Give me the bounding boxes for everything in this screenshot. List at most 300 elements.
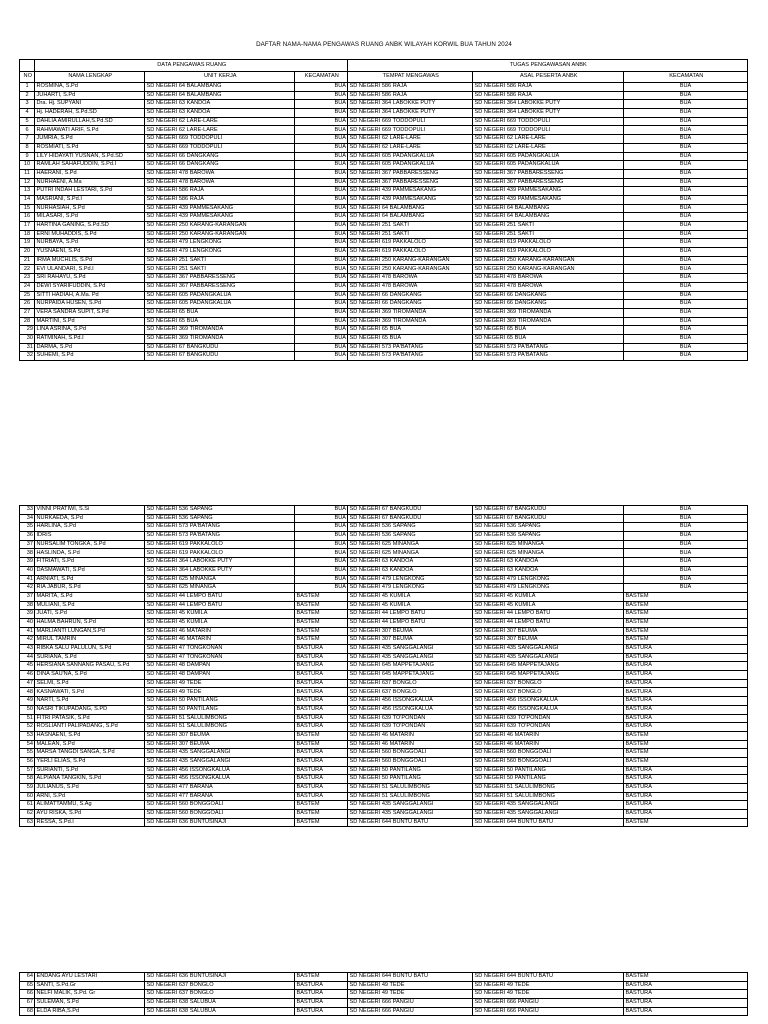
column-header-nama: NAMA LENGKAP xyxy=(35,72,145,83)
cell-asal-peserta: SD NEGERI 369 TIROMANDA xyxy=(473,308,624,317)
cell-unit-kerja: SD NEGERI 619 PAKKALOLO xyxy=(145,540,295,549)
table-row xyxy=(20,334,748,343)
cell-kecamatan: BASTURA xyxy=(295,766,348,775)
cell-kecamatan-tugas: BUA xyxy=(624,334,748,343)
table-row xyxy=(20,757,748,766)
table-row xyxy=(20,705,748,714)
table-row xyxy=(20,810,748,819)
cell-kecamatan: BASTURA xyxy=(295,990,348,999)
cell-asal-peserta: SD NEGERI 45 KUMILA xyxy=(473,601,624,610)
cell-no: 11 xyxy=(20,169,35,178)
cell-unit-kerja: SD NEGERI 49 TEDE xyxy=(145,688,295,697)
table-row xyxy=(20,195,748,204)
cell-asal-peserta: SD NEGERI 605 PADANGKALUA xyxy=(473,152,624,161)
cell-nama: MARITA, S.Pd xyxy=(35,592,145,601)
cell-asal-peserta: SD NEGERI 66 DANGKANG xyxy=(473,291,624,300)
cell-kecamatan-tugas: BASTURA xyxy=(624,688,748,697)
cell-nama: DEWI SYARIFUDDIN, S.Pd xyxy=(35,282,145,291)
cell-asal-peserta: SD NEGERI 439 PAMMESAKANG xyxy=(473,187,624,196)
cell-kecamatan-tugas: BUA xyxy=(624,117,748,126)
cell-asal-peserta: SD NEGERI 435 SANGGALANGI xyxy=(473,645,624,654)
cell-kecamatan-tugas: BUA xyxy=(624,291,748,300)
cell-unit-kerja: SD NEGERI 638 SALUBUA xyxy=(145,1007,295,1016)
cell-no: 24 xyxy=(20,282,35,291)
cell-kecamatan: BUA xyxy=(295,256,348,265)
cell-no: 53 xyxy=(20,731,35,740)
cell-asal-peserta: SD NEGERI 586 RAJA xyxy=(473,91,624,100)
cell-tempat-mengawas: SD NEGERI 586 RAJA xyxy=(348,83,473,92)
cell-kecamatan-tugas: BASTURA xyxy=(624,784,748,793)
table-row xyxy=(20,1007,748,1016)
cell-kecamatan-tugas: BUA xyxy=(624,135,748,144)
cell-unit-kerja: SD NEGERI 66 DANGKANG xyxy=(145,161,295,170)
column-header-kecamatan-tugas: KECAMATAN xyxy=(624,72,748,83)
cell-nama: NARTI, S.Pd xyxy=(35,697,145,706)
cell-nama: JUHARTI, S.Pd xyxy=(35,91,145,100)
table-row xyxy=(20,627,748,636)
cell-asal-peserta: SD NEGERI 63 KANDOA xyxy=(473,558,624,567)
cell-unit-kerja: SD NEGERI 669 TODDOPULI xyxy=(145,135,295,144)
cell-unit-kerja: SD NEGERI 66 DANGKANG xyxy=(145,152,295,161)
table-row xyxy=(20,308,748,317)
table-row xyxy=(20,731,748,740)
table-row xyxy=(20,645,748,654)
cell-asal-peserta: SD NEGERI 49 TEDE xyxy=(473,981,624,990)
cell-no: 65 xyxy=(20,981,35,990)
cell-unit-kerja: SD NEGERI 44 LEMPO BATU xyxy=(145,601,295,610)
cell-asal-peserta: SD NEGERI 639 TO'PONDAN xyxy=(473,714,624,723)
cell-no: 33 xyxy=(20,506,35,515)
cell-nama: VINNI PRATIWI, S.Si xyxy=(35,506,145,515)
cell-unit-kerja: SD NEGERI 307 BEUMA xyxy=(145,740,295,749)
cell-asal-peserta: SD NEGERI 367 PABBARESSENG xyxy=(473,169,624,178)
cell-nama: HALMA BAHRUN, S.Pd xyxy=(35,618,145,627)
cell-unit-kerja: SD NEGERI 435 SANGGALANGI xyxy=(145,749,295,758)
cell-tempat-mengawas: SD NEGERI 560 BONGGOALI xyxy=(348,757,473,766)
cell-tempat-mengawas: SD NEGERI 307 BEUMA xyxy=(348,636,473,645)
cell-kecamatan: BASTEM xyxy=(295,618,348,627)
cell-asal-peserta: SD NEGERI 367 PABBARESSENG xyxy=(473,178,624,187)
cell-tempat-mengawas: SD NEGERI 44 LEMPO BATU xyxy=(348,610,473,619)
pengawas-table-section-1 xyxy=(19,59,748,361)
cell-no: 3 xyxy=(20,100,35,109)
cell-asal-peserta: SD NEGERI 560 BONGGOALI xyxy=(473,757,624,766)
table-row xyxy=(20,143,748,152)
cell-unit-kerja: SD NEGERI 605 PADANGKALUA xyxy=(145,300,295,309)
cell-tempat-mengawas: SD NEGERI 251 SAKTI xyxy=(348,222,473,231)
table-row xyxy=(20,282,748,291)
cell-kecamatan-tugas: BASTURA xyxy=(624,705,748,714)
cell-kecamatan: BASTURA xyxy=(295,653,348,662)
cell-no: 41 xyxy=(20,575,35,584)
cell-kecamatan-tugas: BASTEM xyxy=(624,749,748,758)
cell-kecamatan-tugas: BASTEM xyxy=(624,636,748,645)
cell-tempat-mengawas: SD NEGERI 435 SANGGALANGI xyxy=(348,653,473,662)
cell-unit-kerja: SD NEGERI 44 LEMPO BATU xyxy=(145,592,295,601)
table-row xyxy=(20,239,748,248)
cell-nama: MIRUL TAMRIN xyxy=(35,636,145,645)
cell-unit-kerja: SD NEGERI 64 BALAMBANG xyxy=(145,91,295,100)
cell-no: 40 xyxy=(20,566,35,575)
cell-tempat-mengawas: SD NEGERI 637 BONGLO xyxy=(348,688,473,697)
pengawas-table-section-3 xyxy=(19,972,748,1016)
cell-tempat-mengawas: SD NEGERI 645 MAPPETAJANG xyxy=(348,671,473,680)
table-row xyxy=(20,326,748,335)
cell-asal-peserta: SD NEGERI 619 PAKKALOLO xyxy=(473,248,624,257)
cell-no: 61 xyxy=(20,801,35,810)
cell-no: 37 xyxy=(20,540,35,549)
cell-kecamatan-tugas: BUA xyxy=(624,152,748,161)
cell-kecamatan: BASTEM xyxy=(295,731,348,740)
cell-unit-kerja: SD NEGERI 62 LARE-LARE xyxy=(145,126,295,135)
cell-kecamatan: BASTURA xyxy=(295,757,348,766)
cell-unit-kerja: SD NEGERI 636 BUNTUSINAJI xyxy=(145,973,295,982)
cell-asal-peserta: SD NEGERI 307 BEUMA xyxy=(473,636,624,645)
cell-no: 9 xyxy=(20,152,35,161)
cell-asal-peserta: SD NEGERI 478 BAROWA xyxy=(473,274,624,283)
cell-no: 59 xyxy=(20,784,35,793)
cell-no: 18 xyxy=(20,230,35,239)
cell-unit-kerja: SD NEGERI 637 BONGLO xyxy=(145,990,295,999)
cell-tempat-mengawas: SD NEGERI 478 BAROWA xyxy=(348,282,473,291)
cell-kecamatan-tugas: BASTURA xyxy=(624,697,748,706)
cell-tempat-mengawas: SD NEGERI 586 RAJA xyxy=(348,91,473,100)
cell-kecamatan-tugas: BUA xyxy=(624,326,748,335)
cell-tempat-mengawas: SD NEGERI 369 TIROMANDA xyxy=(348,317,473,326)
table-row xyxy=(20,352,748,361)
cell-nama: SUHEMI, S.Pd xyxy=(35,352,145,361)
cell-no: 28 xyxy=(20,317,35,326)
table-row xyxy=(20,973,748,982)
cell-asal-peserta: SD NEGERI 637 BONGLO xyxy=(473,679,624,688)
cell-asal-peserta: SD NEGERI 67 BANGKUDU xyxy=(473,514,624,523)
table-row xyxy=(20,679,748,688)
cell-kecamatan: BUA xyxy=(295,239,348,248)
cell-kecamatan-tugas: BUA xyxy=(624,126,748,135)
cell-kecamatan-tugas: BUA xyxy=(624,83,748,92)
cell-no: 63 xyxy=(20,818,35,827)
cell-unit-kerja: SD NEGERI 369 TIROMANDA xyxy=(145,326,295,335)
cell-kecamatan: BUA xyxy=(295,178,348,187)
cell-nama: SULEMAN, S.Pd xyxy=(35,999,145,1008)
table-row xyxy=(20,575,748,584)
cell-unit-kerja: SD NEGERI 47 TONGKONAN xyxy=(145,645,295,654)
cell-tempat-mengawas: SD NEGERI 669 TODDOPULI xyxy=(348,126,473,135)
cell-nama: NASRI TIKUPADANG, S.PD xyxy=(35,705,145,714)
cell-kecamatan: BASTEM xyxy=(295,810,348,819)
cell-unit-kerja: SD NEGERI 250 KARANG-KARANGAN xyxy=(145,230,295,239)
cell-kecamatan: BUA xyxy=(295,248,348,257)
cell-unit-kerja: SD NEGERI 67 BANGKUDU xyxy=(145,343,295,352)
cell-tempat-mengawas: SD NEGERI 64 BALAMBANG xyxy=(348,213,473,222)
table-row xyxy=(20,723,748,732)
cell-kecamatan: BUA xyxy=(295,83,348,92)
cell-kecamatan: BUA xyxy=(295,265,348,274)
cell-no: 41 xyxy=(20,627,35,636)
cell-unit-kerja: SD NEGERI 586 RAJA xyxy=(145,195,295,204)
cell-kecamatan: BUA xyxy=(295,152,348,161)
table-row xyxy=(20,592,748,601)
cell-kecamatan-tugas: BASTEM xyxy=(624,610,748,619)
cell-nama: ALIMATTAMMU, S.Ag xyxy=(35,801,145,810)
cell-nama: MASRIANI, S.Pd.I xyxy=(35,195,145,204)
cell-unit-kerja: SD NEGERI 573 PA'BATANG xyxy=(145,532,295,541)
cell-nama: HARTINA GANING, S.Pd.SD xyxy=(35,222,145,231)
cell-no: 5 xyxy=(20,117,35,126)
cell-kecamatan: BASTURA xyxy=(295,723,348,732)
cell-kecamatan-tugas: BUA xyxy=(624,558,748,567)
table-row xyxy=(20,117,748,126)
table-row xyxy=(20,636,748,645)
cell-kecamatan: BUA xyxy=(295,91,348,100)
cell-kecamatan: BUA xyxy=(295,334,348,343)
cell-kecamatan-tugas: BASTURA xyxy=(624,775,748,784)
cell-asal-peserta: SD NEGERI 65 BUA xyxy=(473,326,624,335)
cell-asal-peserta: SD NEGERI 645 MAPPETAJANG xyxy=(473,662,624,671)
cell-asal-peserta: SD NEGERI 62 LARE-LARE xyxy=(473,143,624,152)
cell-nama: SITTI HADIAH, A.Ma. Pd xyxy=(35,291,145,300)
cell-unit-kerja: SD NEGERI 636 BUNTUSINAJI xyxy=(145,818,295,827)
column-header-row xyxy=(20,72,748,83)
cell-no: 43 xyxy=(20,645,35,654)
cell-tempat-mengawas: SD NEGERI 573 PA'BATANG xyxy=(348,352,473,361)
cell-asal-peserta: SD NEGERI 573 PA'BATANG xyxy=(473,343,624,352)
cell-asal-peserta: SD NEGERI 669 TODDOPULI xyxy=(473,117,624,126)
cell-unit-kerja: SD NEGERI 67 BANGKUDU xyxy=(145,352,295,361)
cell-nama: VERA SANDRA SUPIT, S.Pd xyxy=(35,308,145,317)
cell-kecamatan-tugas: BUA xyxy=(624,523,748,532)
cell-nama: SANTI, S.Pd.Gr xyxy=(35,981,145,990)
cell-no: 55 xyxy=(20,749,35,758)
cell-tempat-mengawas: SD NEGERI 62 LARE-LARE xyxy=(348,135,473,144)
cell-no: 10 xyxy=(20,161,35,170)
cell-kecamatan-tugas: BUA xyxy=(624,566,748,575)
cell-tempat-mengawas: SD NEGERI 644 BUNTU BATU xyxy=(348,818,473,827)
table-row xyxy=(20,671,748,680)
cell-no: 35 xyxy=(20,523,35,532)
cell-nama: DINA SAU'NA, S.Pd xyxy=(35,671,145,680)
cell-kecamatan: BUA xyxy=(295,506,348,515)
cell-no: 26 xyxy=(20,300,35,309)
cell-no: 13 xyxy=(20,187,35,196)
cell-unit-kerja: SD NEGERI 625 MINANGA xyxy=(145,584,295,593)
cell-kecamatan: BUA xyxy=(295,282,348,291)
cell-kecamatan-tugas: BUA xyxy=(624,195,748,204)
cell-tempat-mengawas: SD NEGERI 51 SALULIMBONG xyxy=(348,792,473,801)
cell-kecamatan-tugas: BASTURA xyxy=(624,671,748,680)
cell-no: 16 xyxy=(20,213,35,222)
cell-nama: ENDANG AYU LESTARI xyxy=(35,973,145,982)
cell-nama: RIA JABUR, S.Pd xyxy=(35,584,145,593)
cell-nama: DARMA, S.Pd xyxy=(35,343,145,352)
cell-unit-kerja: SD NEGERI 62 LARE-LARE xyxy=(145,117,295,126)
table-row xyxy=(20,83,748,92)
cell-kecamatan-tugas: BUA xyxy=(624,143,748,152)
cell-kecamatan: BUA xyxy=(295,326,348,335)
cell-kecamatan-tugas: BASTURA xyxy=(624,662,748,671)
table-row xyxy=(20,523,748,532)
cell-kecamatan: BUA xyxy=(295,126,348,135)
cell-kecamatan-tugas: BASTEM xyxy=(624,757,748,766)
cell-no: 40 xyxy=(20,618,35,627)
cell-unit-kerja: SD NEGERI 560 BONGGOALI xyxy=(145,810,295,819)
cell-nama: SELMI, S.Pd xyxy=(35,679,145,688)
cell-asal-peserta: SD NEGERI 619 PAKKALOLO xyxy=(473,239,624,248)
cell-no: 42 xyxy=(20,636,35,645)
cell-unit-kerja: SD NEGERI 638 SALUBUA xyxy=(145,999,295,1008)
cell-nama: NURHASIAH, S.Pd xyxy=(35,204,145,213)
cell-nama: JULIANUS, S.Pd xyxy=(35,784,145,793)
cell-no: 51 xyxy=(20,714,35,723)
cell-asal-peserta: SD NEGERI 435 SANGGALANGI xyxy=(473,810,624,819)
cell-kecamatan-tugas: BASTURA xyxy=(624,723,748,732)
cell-asal-peserta: SD NEGERI 644 BUNTU BATU xyxy=(473,973,624,982)
cell-no: 57 xyxy=(20,766,35,775)
cell-tempat-mengawas: SD NEGERI 645 MAPPETAJANG xyxy=(348,662,473,671)
cell-asal-peserta: SD NEGERI 65 BUA xyxy=(473,334,624,343)
cell-asal-peserta: SD NEGERI 605 PADANGKALUA xyxy=(473,161,624,170)
cell-unit-kerja: SD NEGERI 251 SAKTI xyxy=(145,256,295,265)
cell-asal-peserta: SD NEGERI 50 PANTILANG xyxy=(473,775,624,784)
cell-unit-kerja: SD NEGERI 536 SAPANG xyxy=(145,514,295,523)
cell-unit-kerja: SD NEGERI 586 RAJA xyxy=(145,187,295,196)
cell-nama: ROSLIANTI PALIPADANG, S.Pd xyxy=(35,723,145,732)
cell-unit-kerja: SD NEGERI 477 BARANA xyxy=(145,792,295,801)
cell-kecamatan-tugas: BUA xyxy=(624,317,748,326)
cell-asal-peserta: SD NEGERI 44 LEMPO BATU xyxy=(473,618,624,627)
cell-no: 34 xyxy=(20,514,35,523)
cell-kecamatan: BUA xyxy=(295,100,348,109)
cell-no: 29 xyxy=(20,326,35,335)
cell-kecamatan-tugas: BASTEM xyxy=(624,601,748,610)
cell-kecamatan-tugas: BASTURA xyxy=(624,981,748,990)
cell-kecamatan-tugas: BASTEM xyxy=(624,818,748,827)
cell-kecamatan-tugas: BASTURA xyxy=(624,792,748,801)
cell-unit-kerja: SD NEGERI 364 LABOKKE PUTY xyxy=(145,566,295,575)
cell-unit-kerja: SD NEGERI 435 SANGGALANGI xyxy=(145,757,295,766)
group-header-data-pengawas: DATA PENGAWAS RUANG xyxy=(35,60,348,72)
cell-asal-peserta: SD NEGERI 573 PA'BATANG xyxy=(473,352,624,361)
group-header-spacer xyxy=(20,60,35,72)
cell-asal-peserta: SD NEGERI 63 KANDOA xyxy=(473,566,624,575)
table-row xyxy=(20,248,748,257)
cell-kecamatan-tugas: BUA xyxy=(624,178,748,187)
cell-kecamatan-tugas: BASTURA xyxy=(624,714,748,723)
cell-kecamatan: BUA xyxy=(295,143,348,152)
cell-unit-kerja: SD NEGERI 46 MATARIN xyxy=(145,636,295,645)
cell-tempat-mengawas: SD NEGERI 435 SANGGALANGI xyxy=(348,645,473,654)
cell-no: 8 xyxy=(20,143,35,152)
cell-unit-kerja: SD NEGERI 637 BONGLO xyxy=(145,981,295,990)
cell-tempat-mengawas: SD NEGERI 67 BANGKUDU xyxy=(348,506,473,515)
cell-kecamatan: BASTEM xyxy=(295,627,348,636)
cell-nama: IDRIS xyxy=(35,532,145,541)
cell-unit-kerja: SD NEGERI 46 MATARIN xyxy=(145,627,295,636)
table-row xyxy=(20,990,748,999)
table-row xyxy=(20,317,748,326)
cell-asal-peserta: SD NEGERI 644 BUNTU BATU xyxy=(473,818,624,827)
cell-kecamatan-tugas: BUA xyxy=(624,584,748,593)
cell-nama: RAHMAWATI ARIF, S.Pd xyxy=(35,126,145,135)
table-row xyxy=(20,265,748,274)
cell-kecamatan-tugas: BUA xyxy=(624,575,748,584)
cell-kecamatan: BASTURA xyxy=(295,999,348,1008)
cell-nama: ARNI, S.Pd xyxy=(35,792,145,801)
cell-nama: MARSA TANGDI SANGA, S.Pd xyxy=(35,749,145,758)
cell-asal-peserta: SD NEGERI 637 BONGLO xyxy=(473,688,624,697)
cell-asal-peserta: SD NEGERI 66 DANGKANG xyxy=(473,300,624,309)
cell-tempat-mengawas: SD NEGERI 45 KUMILA xyxy=(348,592,473,601)
cell-unit-kerja: SD NEGERI 65 BUA xyxy=(145,308,295,317)
cell-unit-kerja: SD NEGERI 250 KARANG-KARANGAN xyxy=(145,222,295,231)
cell-asal-peserta: SD NEGERI 669 TODDOPULI xyxy=(473,126,624,135)
cell-nama: Dra. Hj. SUPYANI xyxy=(35,100,145,109)
cell-kecamatan: BASTURA xyxy=(295,662,348,671)
table-row xyxy=(20,91,748,100)
table-row xyxy=(20,714,748,723)
cell-kecamatan-tugas: BASTURA xyxy=(624,766,748,775)
cell-kecamatan: BUA xyxy=(295,523,348,532)
table-row xyxy=(20,784,748,793)
cell-nama: NURHAENI, A.Ma xyxy=(35,178,145,187)
cell-no: 30 xyxy=(20,334,35,343)
cell-no: 12 xyxy=(20,178,35,187)
cell-no: 4 xyxy=(20,109,35,118)
cell-tempat-mengawas: SD NEGERI 439 PAMMESAKANG xyxy=(348,195,473,204)
cell-nama: ERNI MUHADDIS, S.Pd xyxy=(35,230,145,239)
cell-tempat-mengawas: SD NEGERI 669 TODDOPULI xyxy=(348,117,473,126)
cell-kecamatan-tugas: BUA xyxy=(624,248,748,257)
cell-unit-kerja: SD NEGERI 367 PABBARESSENG xyxy=(145,274,295,283)
cell-no: 21 xyxy=(20,256,35,265)
column-header-unit-kerja: UNIT KERJA xyxy=(145,72,295,83)
cell-tempat-mengawas: SD NEGERI 456 ISSONGKALUA xyxy=(348,697,473,706)
cell-tempat-mengawas: SD NEGERI 573 PA'BATANG xyxy=(348,343,473,352)
cell-nama: MULIANI, S.Pd xyxy=(35,601,145,610)
cell-asal-peserta: SD NEGERI 625 MINANGA xyxy=(473,549,624,558)
cell-asal-peserta: SD NEGERI 435 SANGGALANGI xyxy=(473,653,624,662)
table-row xyxy=(20,274,748,283)
cell-tempat-mengawas: SD NEGERI 435 SANGGALANGI xyxy=(348,810,473,819)
cell-no: 37 xyxy=(20,592,35,601)
cell-tempat-mengawas: SD NEGERI 307 BEUMA xyxy=(348,627,473,636)
cell-kecamatan-tugas: BUA xyxy=(624,213,748,222)
cell-asal-peserta: SD NEGERI 46 MATARIN xyxy=(473,731,624,740)
cell-tempat-mengawas: SD NEGERI 49 TEDE xyxy=(348,990,473,999)
cell-no: 17 xyxy=(20,222,35,231)
cell-asal-peserta: SD NEGERI 251 SAKTI xyxy=(473,230,624,239)
cell-no: 38 xyxy=(20,601,35,610)
cell-kecamatan: BUA xyxy=(295,135,348,144)
cell-kecamatan-tugas: BUA xyxy=(624,549,748,558)
cell-nama: NURSALIM TONGKA, S.Pd xyxy=(35,540,145,549)
cell-no: 58 xyxy=(20,775,35,784)
cell-no: 7 xyxy=(20,135,35,144)
cell-nama: ROSMIATI, S.Pd xyxy=(35,143,145,152)
table-row xyxy=(20,343,748,352)
column-header-tempat-mengawas: TEMPAT MENGAWAS xyxy=(348,72,473,83)
pengawas-table-section-2 xyxy=(19,505,748,827)
cell-nama: EVI ULANDARI, S.Pd.I xyxy=(35,265,145,274)
cell-tempat-mengawas: SD NEGERI 367 PABBARESSENG xyxy=(348,169,473,178)
cell-no: 25 xyxy=(20,291,35,300)
cell-nama: HASNAENI, S.Pd xyxy=(35,731,145,740)
cell-asal-peserta: SD NEGERI 251 SAKTI xyxy=(473,222,624,231)
table-row xyxy=(20,152,748,161)
cell-nama: ROSMINA, S.Pd xyxy=(35,83,145,92)
cell-nama: NELFI MALIK, S.Pd. Gr xyxy=(35,990,145,999)
cell-kecamatan: BASTURA xyxy=(295,1007,348,1016)
